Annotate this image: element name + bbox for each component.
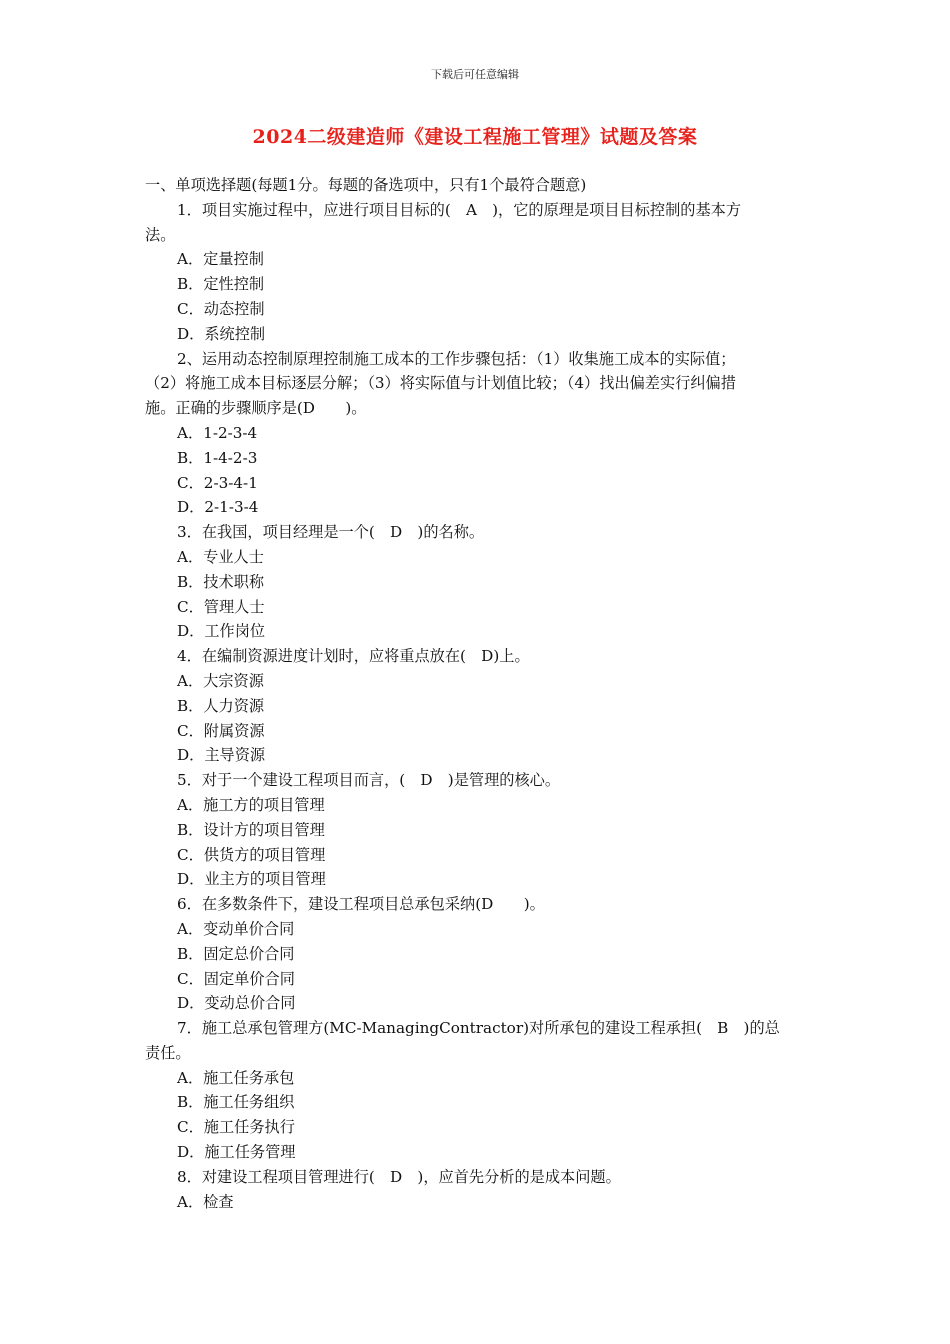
question-1-option-d: D．系统控制 bbox=[177, 324, 266, 343]
question-4-line-1: 4．在编制资源进度计划时，应将重点放在( D)上。 bbox=[177, 647, 530, 666]
question-4-option-a: A．大宗资源 bbox=[177, 671, 264, 690]
question-2-option-d: D．2-1-3-4 bbox=[177, 498, 259, 517]
question-2-line-1: 2、运用动态控制原理控制施工成本的工作步骤包括：（1）收集施工成本的实际值； bbox=[177, 349, 736, 368]
question-4-option-b: B．人力资源 bbox=[177, 696, 265, 715]
question-2-line-3: 施。正确的步骤顺序是(D )。 bbox=[145, 399, 367, 418]
question-4-option-d: D．主导资源 bbox=[177, 746, 266, 765]
section-heading: 一、单项选择题(每题1分。每题的备选项中，只有1个最符合题意) bbox=[145, 176, 587, 194]
question-5-option-a: A．施工方的项目管理 bbox=[177, 795, 325, 814]
question-3-option-b: B．技术职称 bbox=[177, 572, 265, 591]
question-3-option-c: C．管理人士 bbox=[177, 597, 265, 616]
question-3-option-a: A．专业人士 bbox=[177, 547, 264, 566]
question-6-option-a: A．变动单价合同 bbox=[177, 919, 295, 938]
question-5-line-1: 5．对于一个建设工程项目而言，( D )是管理的核心。 bbox=[177, 771, 561, 790]
question-1-option-a: A．定量控制 bbox=[177, 250, 264, 269]
question-7-option-c: C．施工任务执行 bbox=[177, 1118, 295, 1137]
question-6-option-c: C．固定单价合同 bbox=[177, 969, 295, 988]
question-2-line-2: （2）将施工成本目标逐层分解；（3）将实际值与计划值比较；（4）找出偏差实行纠偏措 bbox=[145, 374, 736, 393]
question-8-line-1: 8．对建设工程项目管理进行( D )，应首先分析的是成本问题。 bbox=[177, 1167, 621, 1186]
question-1-option-b: B．定性控制 bbox=[177, 275, 265, 294]
question-8-option-a: A．检查 bbox=[177, 1192, 234, 1211]
question-3-option-d: D．工作岗位 bbox=[177, 622, 266, 641]
question-5-option-c: C．供货方的项目管理 bbox=[177, 845, 326, 864]
question-1-option-c: C．动态控制 bbox=[177, 299, 265, 318]
question-1-line-1: 1．项目实施过程中，应进行项目目标的( A )，它的原理是项目目标控制的基本方 bbox=[177, 200, 742, 219]
question-2-option-b: B．1-4-2-3 bbox=[177, 448, 258, 467]
question-4-option-c: C．附属资源 bbox=[177, 721, 265, 740]
question-7-option-b: B．施工任务组织 bbox=[177, 1093, 295, 1112]
question-2-option-c: C．2-3-4-1 bbox=[177, 473, 258, 492]
question-3-line-1: 3．在我国，项目经理是一个( D )的名称。 bbox=[177, 523, 485, 542]
question-6-option-b: B．固定总价合同 bbox=[177, 944, 295, 963]
document-title: 2024二级建造师《建设工程施工管理》试题及答案 bbox=[252, 126, 698, 148]
document-body bbox=[145, 173, 810, 1214]
question-6-option-d: D．变动总价合同 bbox=[177, 994, 296, 1013]
question-7-line-1: 7．施工总承包管理方(MC-ManagingContractor)对所承包的建设工程承担( B )的总 bbox=[177, 1019, 780, 1038]
question-7-option-a: A．施工任务承包 bbox=[177, 1068, 295, 1087]
question-7-line-2: 责任。 bbox=[145, 1043, 191, 1062]
question-5-option-d: D．业主方的项目管理 bbox=[177, 870, 326, 889]
question-6-line-1: 6．在多数条件下，建设工程项目总承包采纳(D )。 bbox=[177, 895, 545, 914]
question-2-option-a: A．1-2-3-4 bbox=[177, 423, 258, 442]
header-note: 下载后可任意编辑 bbox=[431, 68, 519, 81]
question-1-line-2: 法。 bbox=[145, 225, 176, 244]
question-7-option-d: D．施工任务管理 bbox=[177, 1143, 296, 1162]
question-5-option-b: B．设计方的项目管理 bbox=[177, 820, 325, 839]
